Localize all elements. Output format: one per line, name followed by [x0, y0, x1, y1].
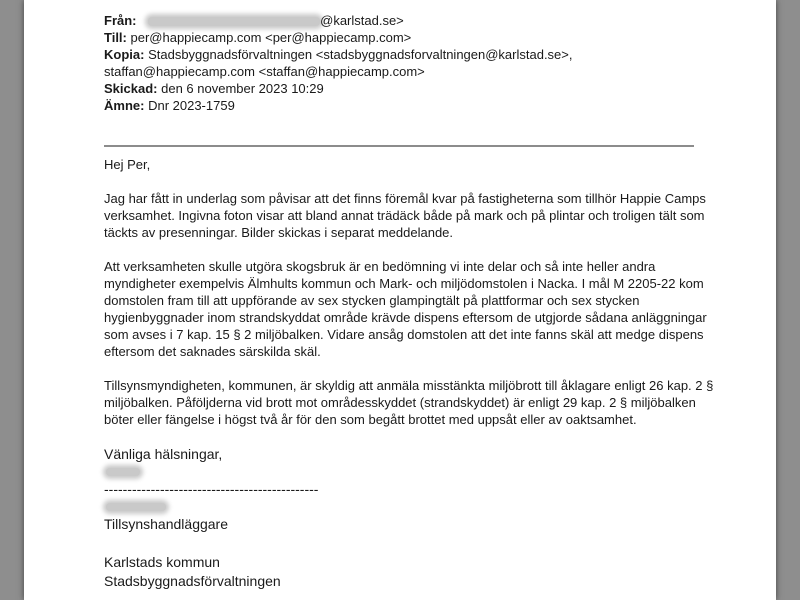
- paragraph-1: Jag har fått in underlag som påvisar att det finns föremål kvar på fastigheterna som tillhör Happie Camps verksamhet. Ingivna foton visar att bland annat trädäck både på mark och på plintar och troligen tält som täckts av presenningar. Bilder skickas i separat meddelande.: [104, 191, 706, 240]
- email-body: [104, 156, 714, 428]
- closing: Vänliga hälsningar,: [104, 446, 223, 462]
- organization: Karlstads kommun: [104, 554, 220, 570]
- signature-divider: ----------------------------------------------: [104, 481, 319, 497]
- sent-value: den 6 november 2023 10:29: [161, 81, 324, 96]
- to-value: per@happiecamp.com <per@happiecamp.com>: [130, 30, 412, 45]
- subject-row: [104, 97, 714, 114]
- email-header: [104, 12, 714, 114]
- email-content: [104, 12, 714, 591]
- to-label: Till:: [104, 30, 127, 45]
- redacted-name-2: [106, 503, 166, 511]
- subject-value: Dnr 2023-1759: [148, 98, 235, 113]
- from-row: [104, 12, 714, 29]
- signature: [104, 445, 714, 591]
- paragraph-3: Tillsynsmyndigheten, kommunen, är skyldig att anmäla misstänkta miljöbrott till åklagare enligt 26 kap. 2 § miljöbalken. Påföljderna vid brott mot områdesskyddet (strandskyddet) är enligt 29 kap. 2 § miljöbalken böter eller fängelse i högst två år för den som begått brottet med uppsåt eller av oaktsamhet.: [104, 378, 714, 427]
- cc-value-line2: staffan@happiecamp.com <staffan@happiecamp.com>: [104, 64, 425, 79]
- cc-row: [104, 46, 714, 63]
- spacer: [104, 534, 714, 553]
- cc-label: Kopia:: [104, 47, 145, 62]
- sent-row: [104, 80, 714, 97]
- job-title: Tillsynshandläggare: [104, 516, 228, 532]
- redacted-sender: [148, 17, 320, 26]
- greeting: Hej Per,: [104, 157, 151, 172]
- from-label: Från:: [104, 13, 137, 28]
- redacted-name-1: [106, 468, 140, 476]
- cc-value-line1: Stadsbyggnadsförvaltningen <stadsbyggnadsforvaltningen@karlstad.se>,: [148, 47, 573, 62]
- to-row: [104, 29, 714, 46]
- sent-label: Skickad:: [104, 81, 158, 96]
- cc-row-continued: [104, 63, 714, 80]
- paragraph-2: Att verksamheten skulle utgöra skogsbruk är en bedömning vi inte delar och så inte heller andra myndigheter exempelvis Älmhults kommun och Mark- och miljödomstolen i Nacka. I mål M 2205-22 kom domstolen fram till att uppförande av sex stycken glampingtält på plattformar och sex stycken hygienbyggnader inom strandskyddat område krävde dispens eftersom de utgjorde sådana anläggningar som avses i 7 kap. 15 § 2 miljöbalken. Vidare ansåg domstolen att det inte fanns skäl att medge dispens eftersom det saknades särskilda skäl.: [104, 259, 707, 359]
- department: Stadsbyggnadsförvaltningen: [104, 573, 281, 589]
- from-value: @karlstad.se>: [320, 13, 404, 28]
- header-divider: [104, 145, 694, 147]
- subject-label: Ämne:: [104, 98, 145, 113]
- document-page: [24, 0, 776, 600]
